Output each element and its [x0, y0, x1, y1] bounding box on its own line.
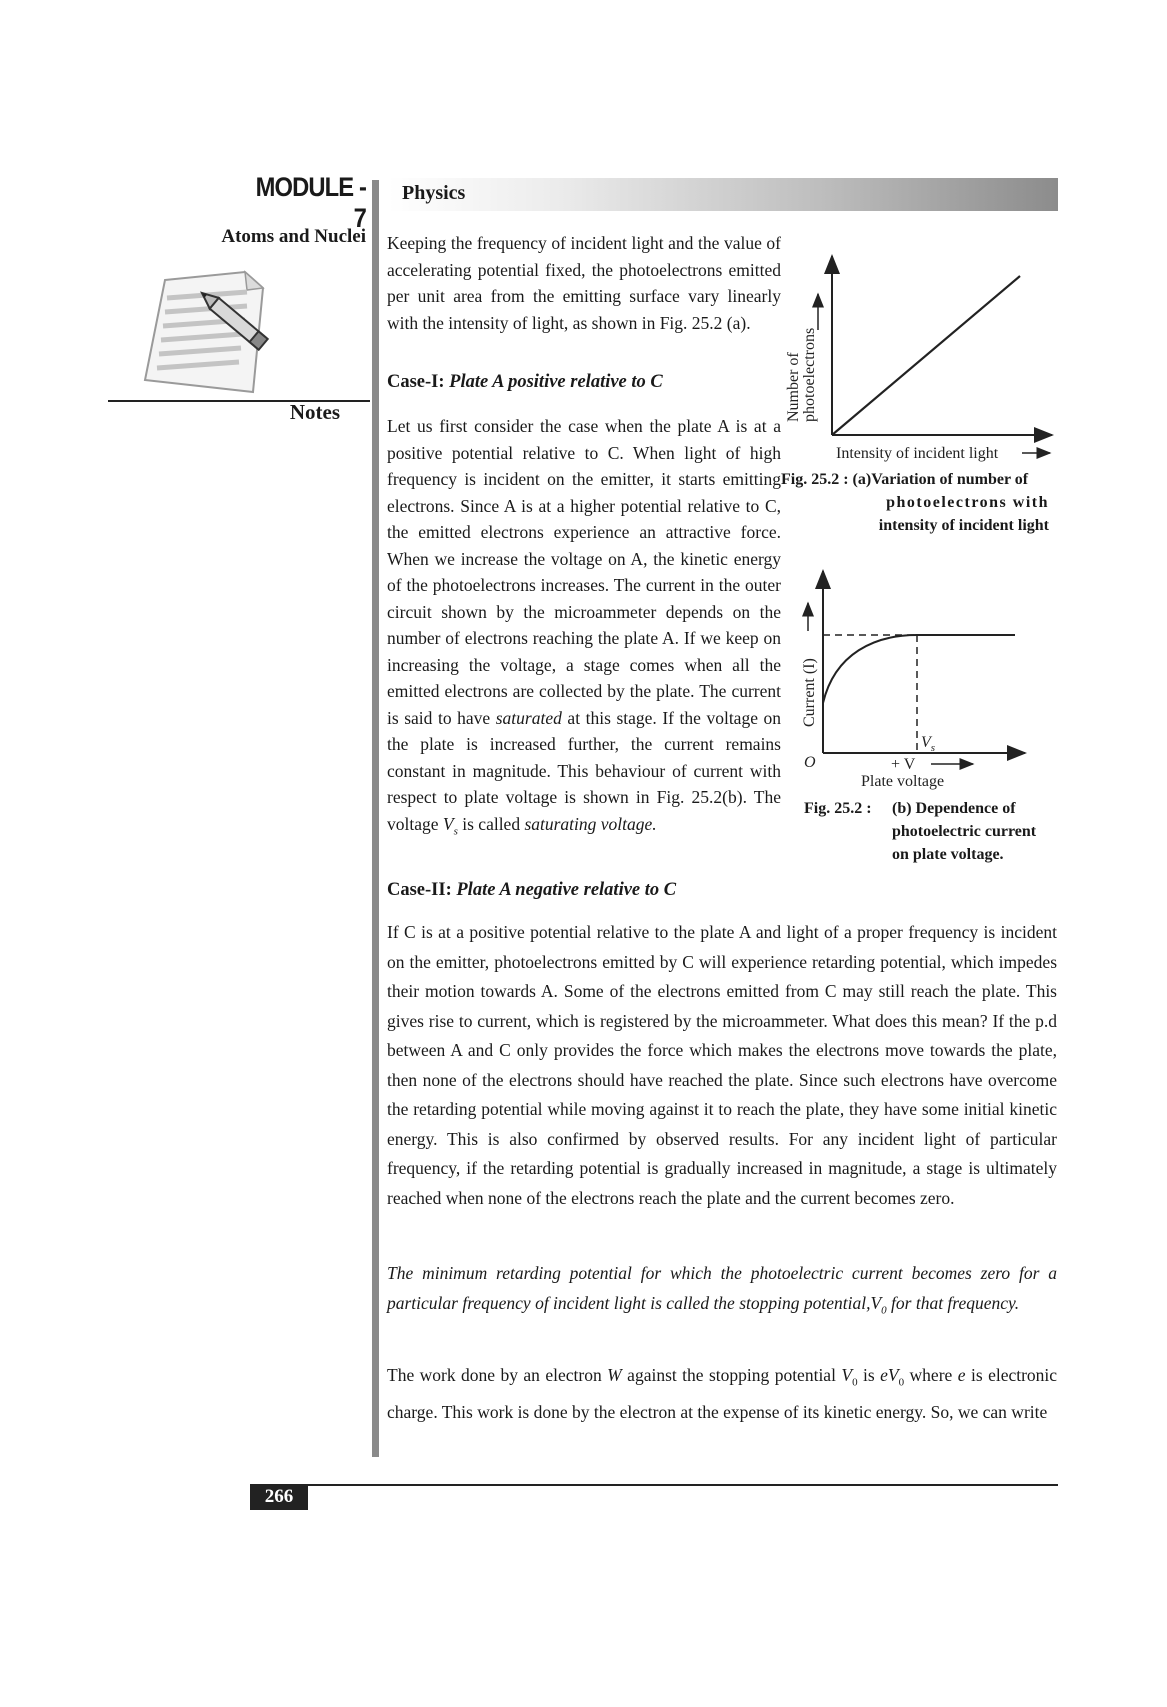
fig-a-line [832, 276, 1020, 435]
definition-text-1: The minimum retarding potential for which the photoelectric current becomes zero for a particular frequency of incident light is called the stopping potential, [387, 1263, 1057, 1313]
intro-paragraph: Keeping the frequency of incident light and the value of accelerating potential fixed, the photoelectrons emitted per unit area from the emitting surface vary linearly with the intensity of light, as shown in Fig. 25.2 (a). [387, 233, 781, 333]
case2-paragraph: If C is at a positive potential relative to the plate A and light of a proper frequency is incident on the emitter, photoelectrons emitted by C will experience retarding potential, which impedes their motion towards A. Some of the electrons emitted from C may still reach the plate. This gives rise to current, which is registered by the microammeter. What does this mean? If the p.d between A and C only provides the force which makes the electrons move towards the plate, then none of the electrons should have reached the plate. Since such electrons have overcome the retarding potential while moving against it to reach the plate, they have some initial kinetic energy. This is also confirmed by observed results. For any incident light of particular frequency, if the retarding potential is gradually increased in magnitude, a stage is ultimately reached when none of the electrons reach the plate and the current becomes zero. [387, 922, 1057, 1208]
definition-text-2: for that frequency. [891, 1292, 1020, 1313]
fig-b-caption-3: on plate voltage. [892, 846, 1004, 863]
fig-b-vs: $V_s$ [921, 734, 936, 754]
notes-label: Notes [289, 400, 340, 424]
header-title: Physics [402, 182, 466, 204]
header-band [388, 178, 1058, 211]
module-title: MODULE - 7 [255, 172, 366, 233]
notepad-pencil-icon [135, 262, 285, 407]
footer-rule [250, 1484, 1058, 1486]
fig-b-xlabel: Plate voltage [861, 773, 945, 790]
fig-b-caption-lead: Fig. 25.2 : [804, 800, 872, 817]
fig-b-xtick: + V [891, 756, 916, 773]
work-paragraph [387, 1361, 1057, 1428]
case1-italic-saturating: saturating voltage. [524, 813, 657, 834]
fig-a-caption-1: Fig. 25.2 : (a)Variation of number of [781, 471, 1029, 488]
work-text-5: is electronic charge. This work is done by the electron at the expense of its kinetic energy. So, we can write [387, 1365, 1058, 1422]
case1-italic-saturated: saturated [495, 707, 562, 728]
case2-heading [387, 880, 676, 901]
case1-text-2: at this stage. If the voltage on the plate is increased further, the current remains constant in magnitude. This behaviour of current with respect to plate voltage is shown in Fig. 25.2(b). The voltage [387, 707, 782, 834]
case1-vs-sub: s [453, 825, 458, 837]
fig-a-xlabel: Intensity of incident light [836, 445, 999, 462]
case1-title: Plate A positive relative to C [449, 372, 663, 392]
figure-b [795, 565, 1045, 795]
fig-a-ylabel-1: Number of [785, 352, 802, 422]
module-subject: Atoms and Nuclei [221, 226, 366, 247]
case1-label: Case-I: [387, 372, 445, 392]
case1-vs: V [442, 813, 454, 834]
fig-a-ylabel-2: photoelectrons [801, 327, 818, 422]
work-w: W [607, 1365, 622, 1385]
fig-a-caption-3: intensity of incident light [878, 517, 1049, 534]
work-e: e [957, 1365, 966, 1385]
fig-b-origin: O [804, 754, 816, 771]
work-v0-sub: 0 [852, 1376, 858, 1389]
page-number: 266 [250, 1484, 308, 1510]
fig-b-caption-1: (b) Dependence of [892, 800, 1016, 817]
fig-a-caption [781, 468, 1049, 537]
case1-text-3: is called [462, 813, 521, 834]
margin-bar [372, 180, 379, 1457]
case1-heading [387, 372, 663, 393]
definition-v0: V [870, 1292, 882, 1313]
work-text-1: The work done by an electron [387, 1365, 602, 1385]
work-text-2: against the stopping potential [627, 1365, 836, 1385]
fig-b-curve [823, 635, 1015, 703]
case1-paragraph [387, 413, 781, 845]
fig-a-caption-2: photoelectrons with [886, 494, 1049, 511]
work-ev0: eV [880, 1365, 899, 1385]
work-text-3: is [863, 1365, 875, 1385]
figure-a [780, 250, 1070, 465]
case1-text-1: Let us first consider the case when the plate A is at a positive potential relative to C. When light of high frequency is incident on the emitter, it starts emitting electrons. Since A is at a higher potential relative to C, the emitted electrons experience an attractive force. When we increase the voltage on A, the kinetic energy of the photoelectrons increases. The current in the outer circuit shown by the microammeter depends on the number of electrons reaching the plate A. If we keep on increasing the voltage, a stage comes when all the emitted electrons are collected by the plate. The current is said to have [387, 416, 781, 728]
work-text-4: where [909, 1365, 953, 1385]
fig-b-caption-2: photoelectric current [892, 823, 1037, 840]
case2-title: Plate A negative relative to C [456, 880, 677, 900]
work-ev0-sub: 0 [898, 1376, 905, 1389]
case2-label: Case-II: [387, 880, 452, 900]
definition-paragraph [387, 1259, 1057, 1326]
definition-v0-sub: 0 [881, 1304, 887, 1316]
fig-b-ylabel: Current (I) [801, 658, 818, 727]
work-v0: V [841, 1365, 853, 1385]
